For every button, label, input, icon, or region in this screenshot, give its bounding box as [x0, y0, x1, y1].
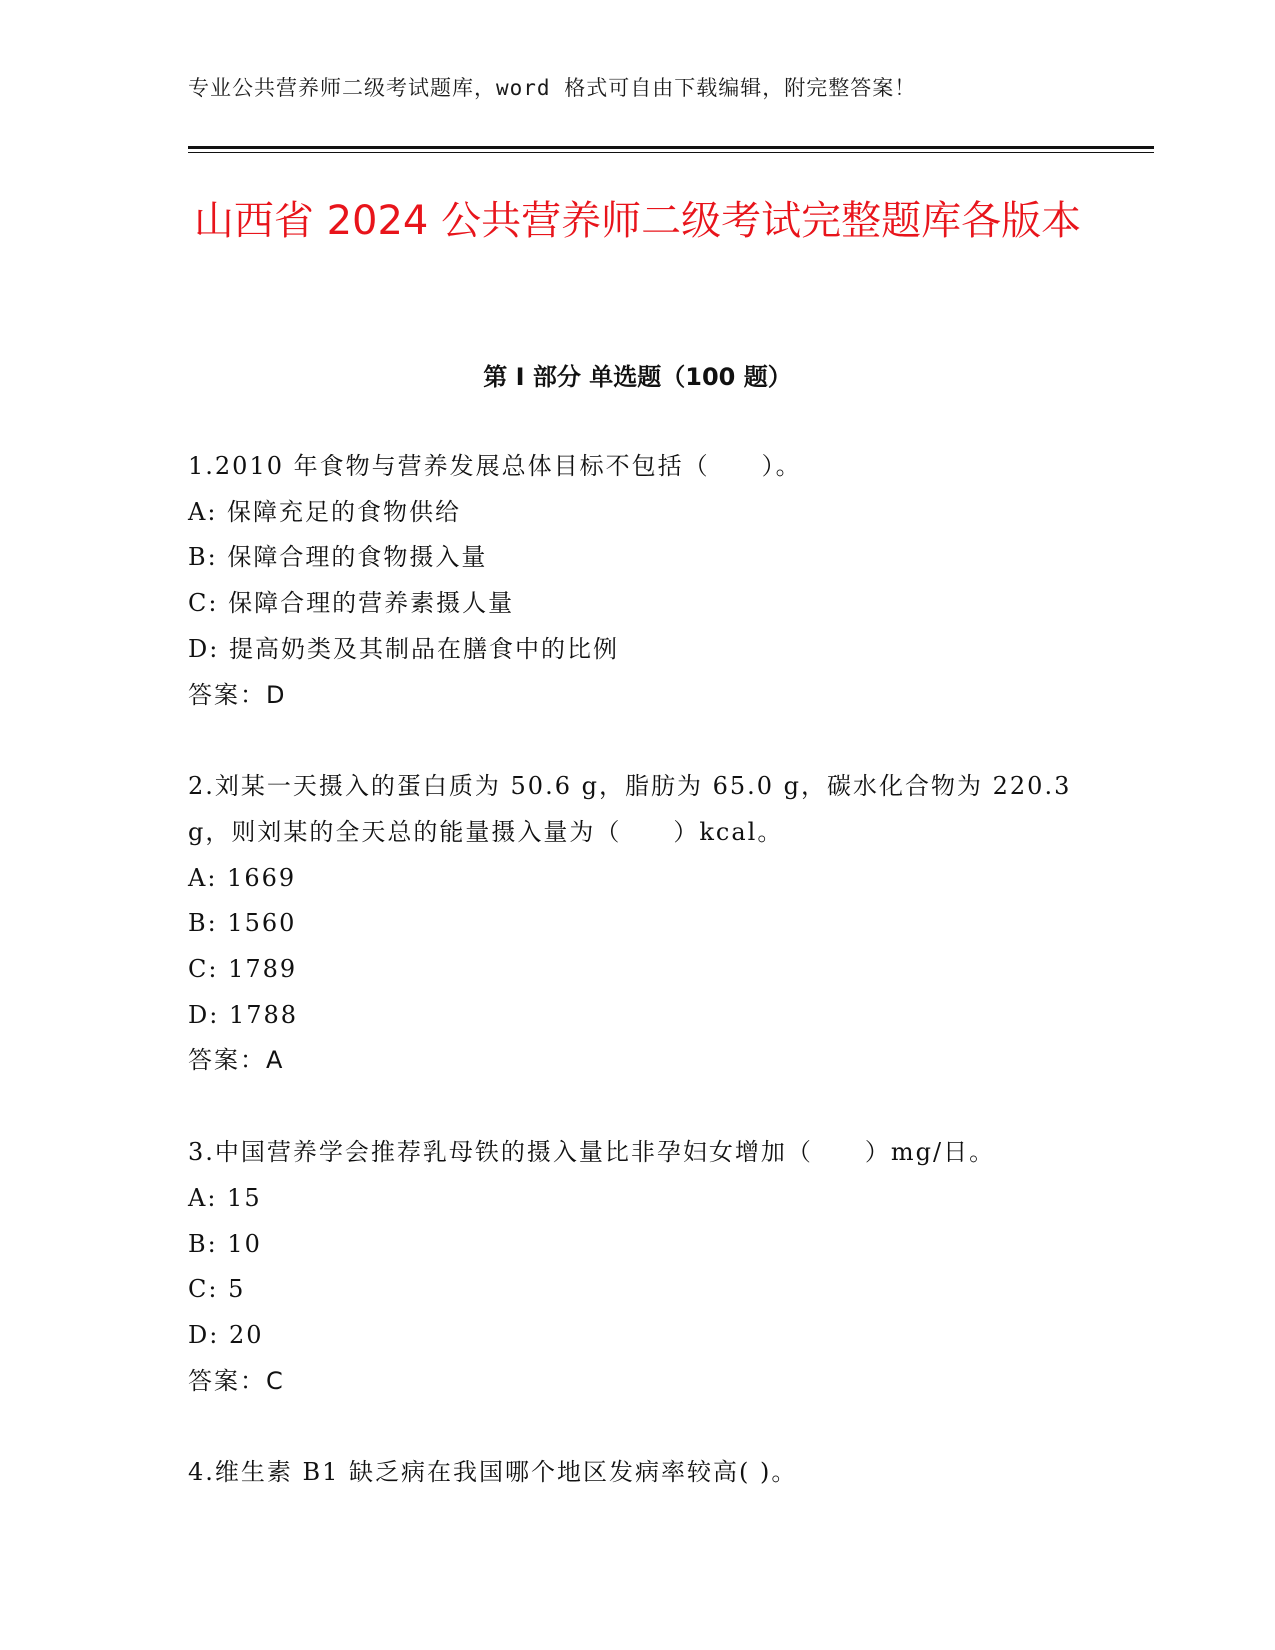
answer-option-a: A: 保障充足的食物供给: [188, 497, 462, 526]
answer-value: C: [266, 1366, 285, 1395]
answer-option-d: D: 20: [188, 1320, 264, 1349]
answer-key: [188, 1359, 1108, 1405]
header-note: 专业公共营养师二级考试题库，word 格式可自由下载编辑，附完整答案！: [188, 76, 917, 100]
question-4: [188, 1450, 1108, 1496]
answer-label: 答案：: [188, 1046, 266, 1075]
answer-option-b: B: 10: [188, 1229, 262, 1258]
answer-key: [188, 1038, 1108, 1084]
document-title: 山西省 2024 公共营养师二级考试完整题库各版本: [193, 198, 1082, 244]
answer-option-d: D: 1788: [188, 1000, 299, 1029]
question-stem: 1.2010 年食物与营养发展总体目标不包括（ ）。: [188, 452, 802, 480]
answer-option-d: D: 提高奶类及其制品在膳食中的比例: [188, 634, 619, 663]
answer-option-b: B: 保障合理的食物摄入量: [188, 543, 488, 572]
answer-option-b: B: 1560: [188, 909, 297, 938]
question-stem: 2.刘某一天摄入的蛋白质为 50.6 g，脂肪为 65.0 g，碳水化合物为 220.3 g，则刘某的全天总的能量摄入量为（ ）kcal。: [188, 772, 1081, 846]
question-3: [188, 1130, 1108, 1404]
question-stem: 3.中国营养学会推荐乳母铁的摄入量比非孕妇女增加（ ）mg/日。: [188, 1138, 996, 1167]
header-rule-thick: [188, 146, 1154, 149]
question-list: [188, 444, 1108, 1542]
answer-option-a: A: 15: [188, 1183, 262, 1212]
answer-option-c: C: 5: [188, 1275, 246, 1304]
answer-option-c: C: 保障合理的营养素摄人量: [188, 589, 515, 618]
question-stem: 4.维生素 B1 缺乏病在我国哪个地区发病率较高( )。: [188, 1458, 798, 1487]
section-title: 第 I 部分 单选题（100 题）: [483, 363, 792, 391]
answer-label: 答案：: [188, 680, 266, 709]
question-1: [188, 444, 1108, 718]
answer-option-a: A: 1669: [188, 863, 297, 892]
question-2: [188, 764, 1108, 1084]
answer-option-c: C: 1789: [188, 955, 298, 984]
header-rule-thin: [188, 152, 1154, 153]
answer-value: A: [266, 1046, 285, 1075]
answer-key: [188, 673, 1108, 719]
answer-value: D: [266, 680, 287, 709]
answer-label: 答案：: [188, 1366, 266, 1395]
